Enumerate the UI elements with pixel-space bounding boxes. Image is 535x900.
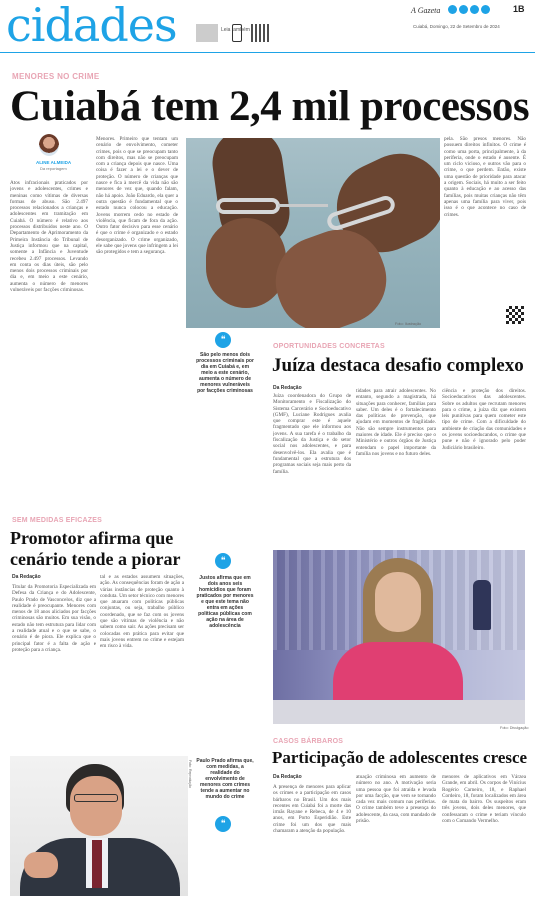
quote-icon: ❝	[215, 332, 231, 348]
promo-block	[196, 24, 286, 46]
story1-col1: Atos infracionais praticados por jovens e adolescentes, crimes e meninas como vítimas de diversas formas de abuso. São 2.497 processos relacionados a crianças e adolescentes em tramitação em Cuiabá. O número é relativo aos processos distribuídos neste ano. O Departamento de Aprimoramento da Primeira Instância do Tribunal de Justiça informou que na capital, somente a Infância e Juventude recebeu 2.497 processos. Levando em conta os dias úteis, são pelo menos dois processos criminais por dia e, em meio a este cenário, aumenta o número de menores vulneráveis por facções criminosas.	[10, 180, 88, 294]
story1-kicker: MENORES NO CRIME	[12, 72, 100, 81]
judge-face	[375, 572, 421, 632]
statue	[473, 580, 491, 630]
promo-thumb	[196, 24, 218, 42]
promotor-photo-credit: Foto: Reprodução	[188, 760, 192, 789]
story4-byline: Da Redação	[273, 774, 302, 780]
promotor-glasses	[74, 794, 118, 802]
promotor-tie	[92, 840, 102, 888]
story1-pullquote: São pelo menos dois processos criminais por dia em Cuiabá e, em meio a este cenário, aumenta o número de menores vulneráveis por facções criminosas	[196, 352, 254, 394]
instagram-icon[interactable]	[459, 5, 468, 14]
story3-byline: Da Redação	[12, 574, 41, 580]
handcuff-chain	[278, 204, 328, 207]
header-rule	[0, 52, 535, 53]
story1-headline: Cuiabá tem 2,4 mil processos	[10, 83, 530, 130]
handcuffs-photo	[186, 138, 440, 328]
story1-col2: Menores. Primeiro que tentam um cenário de envolvimento, cometer crimes, pois o que se preocupam tanto com direitos, mas não se preocupam com a criança depois que nasce. Uma coisa é fazer a lei e o dever de proteção. O número de crianças que nasce e fica à mercê da vida não são menores de vez que, quando falam, não há apoio. João Eduardo, ela quer a outra questão é fundamental que o estado nunca colocou a educação. Jovens morrem cedo no estado de violência, que ficam de fora da ação. Outro fator decisivo para esse cenário é que o crime é organizado e o estado desorganizado. O crime organizado, ele sabe que jovens que infringem a lei são protegidos e tem a segurança.	[96, 136, 178, 256]
story2-col2: tidades para atrair adolescentes. No entanto, segundo a magistrada, há situações para conhecer, famílias para saber. Um deles é o fortalecimento das políticas de prevenção, que ajudam em momentos de fragilidade. Não são sempre instrumentos para maiores de idade. Ele é preciso que o Ministério e outros órgãos de Justiça entendam o papel importante da família nos jovens e no futuro deles.	[356, 388, 436, 457]
story3-col2: tal e as estados assumem situações, ação. As consequências foram de ação a várias instâncias de proteção quanto à conduta. Um setor técnico com menores que atuaram com políticas públicas conjuntas, ou seja, trabalho público coordenado, que se faz com os jovens que são vítimas de violência e não sabem como sair. As ações precisam ser colocadas em prática para evitar que mais jovens entrem no crime e estejam em risco à vida.	[100, 574, 184, 650]
story1-col3: pela. São presos menores. Não possuem direitos infinitos. O crime é como uma porta, principalmente, à da periferia, onde o estado é ausente. É um ciclo vicioso, e outros vão para o crime, o que perdem. Então, existe uma questão de prioridade para atacar a origem. Sociais, há muito a ser feito quanto à educação e ao acesso das famílias, pois muitas crianças não têm apenas uma família para viver, pois isso é o que acontece no caso de crimes.	[444, 136, 526, 218]
brand-logo: A Gazeta	[411, 6, 441, 15]
page-header	[0, 0, 535, 58]
quote-icon-3: ❝	[215, 816, 231, 832]
promo-text: Leia também	[221, 27, 250, 33]
desk	[273, 700, 525, 724]
photo-credit: Foto: Ilustração	[395, 322, 422, 326]
phone-icon	[232, 24, 242, 42]
story4-col3: menores de aplicativos em Várzea Grande, em abril. Os corpos de Vinícius Rogério Carneiro, 18, e Raphael Cordeiro, 18, foram localizados em área de mata do bairro. Os suspeitos eram três jovens, dois deles menores, que confessaram o crime e teriam vínculo com o Comando Vermelho.	[442, 774, 526, 825]
section-title: cidades	[6, 0, 177, 52]
handcuff-left	[216, 198, 280, 214]
story2-byline: Da Redação	[273, 385, 302, 391]
story3-pullquote: Justos afirma que em dois anos seis homicídios que foram praticados por menores e que este tema não entra em ações políticas públicas com ação na área de adolescência	[196, 575, 254, 629]
promotor-photo	[10, 756, 188, 896]
promotor-hand	[24, 852, 58, 878]
judge-photo-credit: Foto: Divulgação	[500, 726, 529, 730]
author-role: Da reportagem	[40, 166, 67, 171]
judge-photo	[273, 550, 525, 724]
qr-code-icon[interactable]	[251, 24, 269, 42]
page-number: 1B	[513, 4, 525, 14]
author-photo	[39, 134, 59, 156]
story2-headline: Juíza destaca desafio complexo	[272, 355, 524, 376]
story2-col3: ciência e proteção dos direitos. Socioeducativos das adolescentes. Sobre os adultos que recrutam menores para o crime, a juíza diz que existem leis punitivas para quem cometer este tipo de crime. Com a dificuldade do ambiente de criação das comunidades e os jovens socioeducandos, o crime que pune e não é ignorado pelo poder Judiciário brasileiro.	[442, 388, 526, 451]
story2-kicker: OPORTUNIDADES CONCRETAS	[273, 343, 385, 350]
story4-kicker: CASOS BÁRBAROS	[273, 738, 344, 745]
story3-kicker: SEM MEDIDAS EFICAZES	[12, 517, 102, 524]
story4-headline: Participação de adolescentes cresce	[272, 748, 528, 767]
youtube-icon[interactable]	[481, 5, 490, 14]
quote-icon-2: ❝	[215, 553, 231, 569]
qr-code-small[interactable]	[506, 306, 524, 324]
story4-col2: atuação criminosa em aumento de número no ano. A motivação seria uma pessoa que foi atraída e levada por uma facção, que vem se tornando cada vez mais comum nas periferias. O crime também teve a presença do adolescente, da casa, com mandado de prisão.	[356, 774, 436, 825]
facebook-icon[interactable]	[448, 5, 457, 14]
date-line: Cuiabá, Domingo, 22 de Setembro de 2024	[413, 24, 500, 29]
twitter-icon[interactable]	[470, 5, 479, 14]
story4-col1: A presença de menores para aplicar os crimes e a participação em casos bárbaros no Brasil. Um dos mais recentes em Cuiabá foi a morte das irmãs Rayane e Rebeca, de 4 e 10 anos, em Porto Esperidião. Este crime foi um dos que mais chamaram a atenção da população.	[273, 784, 351, 835]
promotor-face	[70, 776, 122, 836]
social-icons	[448, 5, 508, 15]
story3-headline: Promotor afirma que cenário tende a piorar	[10, 528, 181, 569]
story4-pullquote: Paulo Prado afirma que, com medidas, a realidade do envolvimento de menores com crimes tende a aumentar no mundo do crime	[196, 758, 254, 800]
hand-left	[206, 218, 286, 308]
story2-col1: Juíza coordenadora do Grupo de Monitoramento e Fiscalização do Sistema Carcerário e Socioeducativo (GMF), Luciane Rodrigues avalia que comprar este é aquele fragmentado que ele informou aos jovens. A sua tarefa é o trabalho da fiscalização da Justiça e do setor social nos adolescentes, e para desenvolvê-los. Ela avalia que é fundamental que a estrutura dos programas sociais seja mais perto da família.	[273, 393, 351, 475]
story3-col1: Titular da Promotoria Especializada em Defesa da Criança e do Adolescente, Paulo Prado de Vasconcelos, diz que a realidade é preocupante. Menores com menos de 18 anos aliciados por facções criminosas são muitos. Em sua visão, o estado não tem estrutura para lidar com a realidade atual e o que se sabe, o cenário é de piora. Ele explica que o principal fator é a falta de ação e proteção para a criança.	[12, 584, 96, 653]
author-name: ALINE ALMEIDA	[36, 160, 72, 165]
